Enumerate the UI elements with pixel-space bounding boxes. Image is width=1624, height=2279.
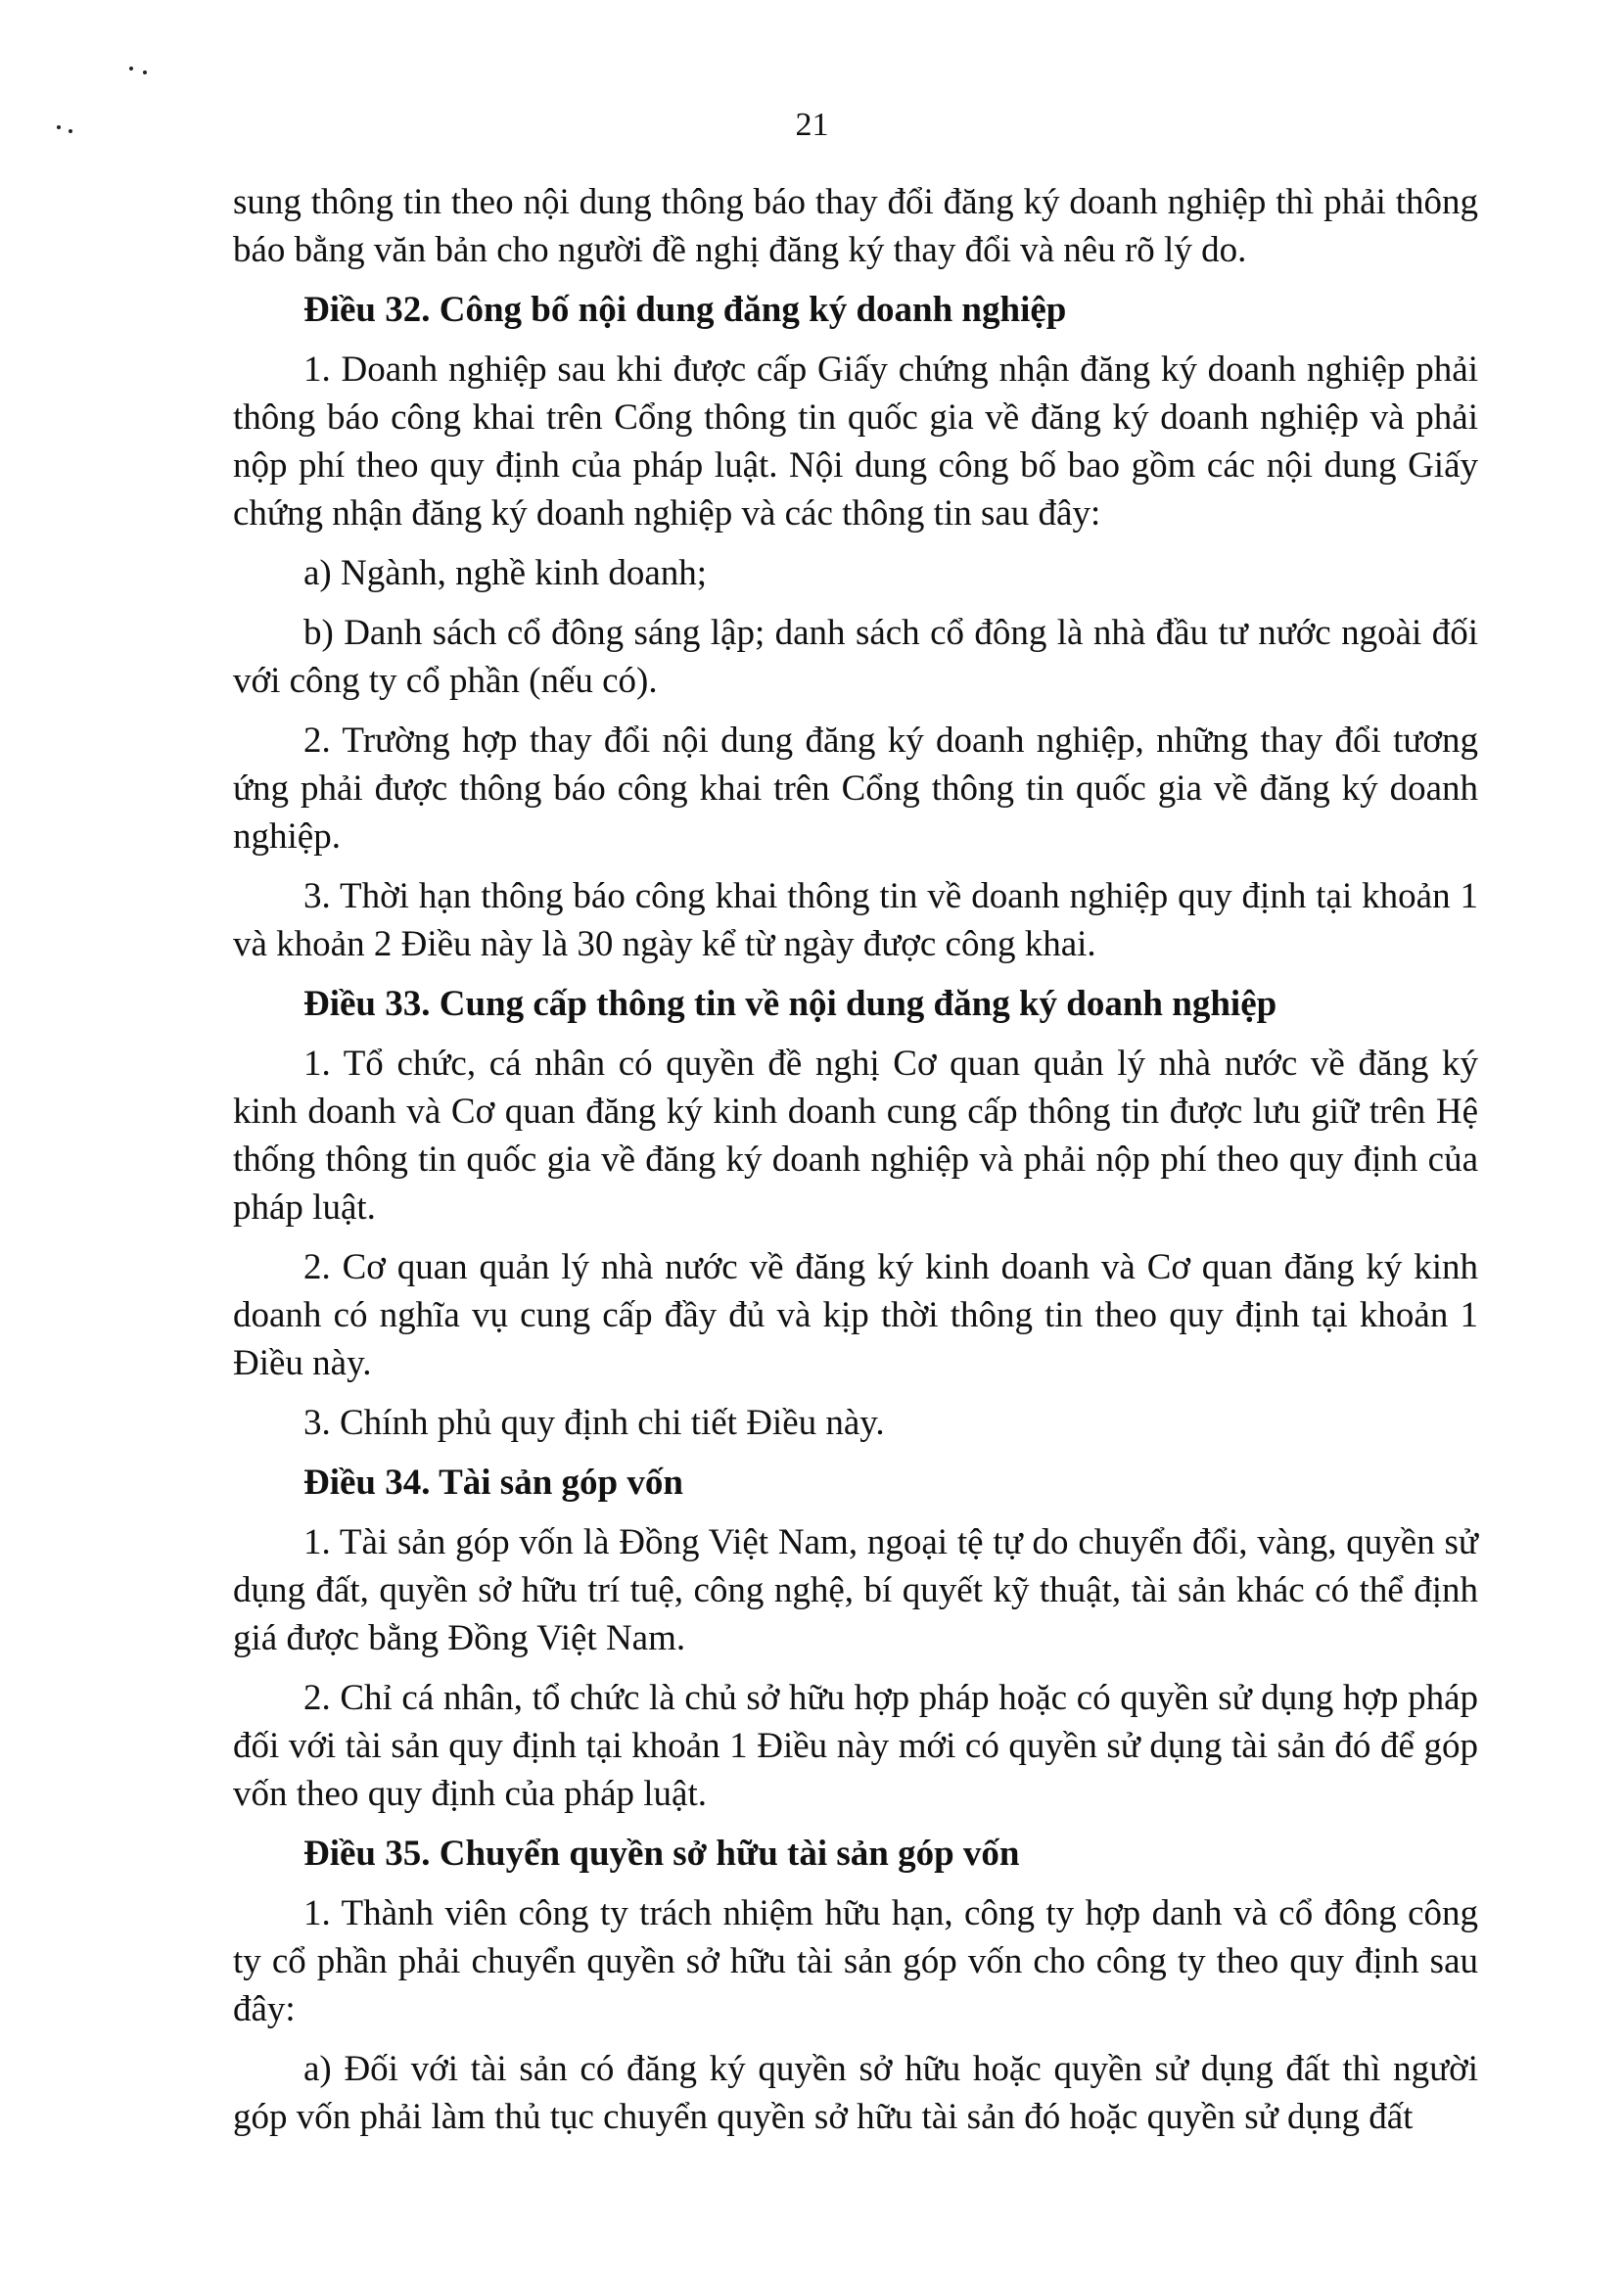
paragraph: 3. Thời hạn thông báo công khai thông tin về doanh nghiệp quy định tại khoản 1 và khoản 2 Điều này là 30 ngày kể từ ngày được công khai. bbox=[233, 876, 1478, 964]
paragraph: 1. Doanh nghiệp sau khi được cấp Giấy chứng nhận đăng ký doanh nghiệp phải thông báo công khai trên Cổng thông tin quốc gia về đăng ký doanh nghiệp và phải nộp phí theo quy định của pháp luật. Nội dung công bố bao gồm các nội dung Giấy chứng nhận đăng ký doanh nghiệp và các thông tin sau đây: bbox=[233, 349, 1478, 534]
paragraph: b) Danh sách cổ đông sáng lập; danh sách cổ đông là nhà đầu tư nước ngoài đối với công ty cổ phần (nếu có). bbox=[233, 613, 1478, 701]
article-heading: Điều 35. Chuyển quyền sở hữu tài sản góp vốn bbox=[303, 1834, 1020, 1874]
scan-speck bbox=[143, 70, 147, 74]
article-heading: Điều 32. Công bố nội dung đăng ký doanh nghiệp bbox=[303, 290, 1067, 330]
paragraph: sung thông tin theo nội dung thông báo thay đổi đăng ký doanh nghiệp thì phải thông báo bằng văn bản cho người đề nghị đăng ký thay đổi và nêu rõ lý do. bbox=[233, 182, 1478, 270]
article-heading: Điều 33. Cung cấp thông tin về nội dung đăng ký doanh nghiệp bbox=[303, 984, 1277, 1024]
document-body bbox=[233, 178, 1478, 2153]
paragraph: 2. Chỉ cá nhân, tổ chức là chủ sở hữu hợp pháp hoặc có quyền sử dụng hợp pháp đối với tài sản quy định tại khoản 1 Điều này mới có quyền sử dụng tài sản đó để góp vốn theo quy định của pháp luật. bbox=[233, 1678, 1478, 1814]
page-number: 21 bbox=[795, 107, 829, 143]
paragraph: a) Đối với tài sản có đăng ký quyền sở hữu hoặc quyền sử dụng đất thì người góp vốn phải làm thủ tục chuyển quyền sở hữu tài sản đó hoặc quyền sử dụng đất bbox=[233, 2049, 1478, 2137]
paragraph: 1. Tổ chức, cá nhân có quyền đề nghị Cơ quan quản lý nhà nước về đăng ký kinh doanh và Cơ quan đăng ký kinh doanh cung cấp thông tin được lưu giữ trên Hệ thống thông tin quốc gia về đăng ký doanh nghiệp và phải nộp phí theo quy định của pháp luật. bbox=[233, 1044, 1478, 1228]
paragraph: a) Ngành, nghề kinh doanh; bbox=[303, 553, 708, 593]
scan-speck bbox=[129, 67, 133, 70]
paragraph: 3. Chính phủ quy định chi tiết Điều này. bbox=[303, 1403, 885, 1443]
paragraph: 1. Tài sản góp vốn là Đồng Việt Nam, ngoại tệ tự do chuyển đổi, vàng, quyền sử dụng đất, quyền sở hữu trí tuệ, công nghệ, bí quyết kỹ thuật, tài sản khác có thể định giá được bằng Đồng Việt Nam. bbox=[233, 1522, 1478, 1658]
paragraph: 1. Thành viên công ty trách nhiệm hữu hạn, công ty hợp danh và cổ đông công ty cổ phần phải chuyển quyền sở hữu tài sản góp vốn cho công ty theo quy định sau đây: bbox=[233, 1893, 1478, 2029]
article-heading: Điều 34. Tài sản góp vốn bbox=[303, 1463, 683, 1503]
paragraph: 2. Cơ quan quản lý nhà nước về đăng ký kinh doanh và Cơ quan đăng ký kinh doanh có nghĩa vụ cung cấp đầy đủ và kịp thời thông tin theo quy định tại khoản 1 Điều này. bbox=[233, 1247, 1478, 1383]
paragraph: 2. Trường hợp thay đổi nội dung đăng ký doanh nghiệp, những thay đổi tương ứng phải được thông báo công khai trên Cổng thông tin quốc gia về đăng ký doanh nghiệp. bbox=[233, 721, 1478, 857]
